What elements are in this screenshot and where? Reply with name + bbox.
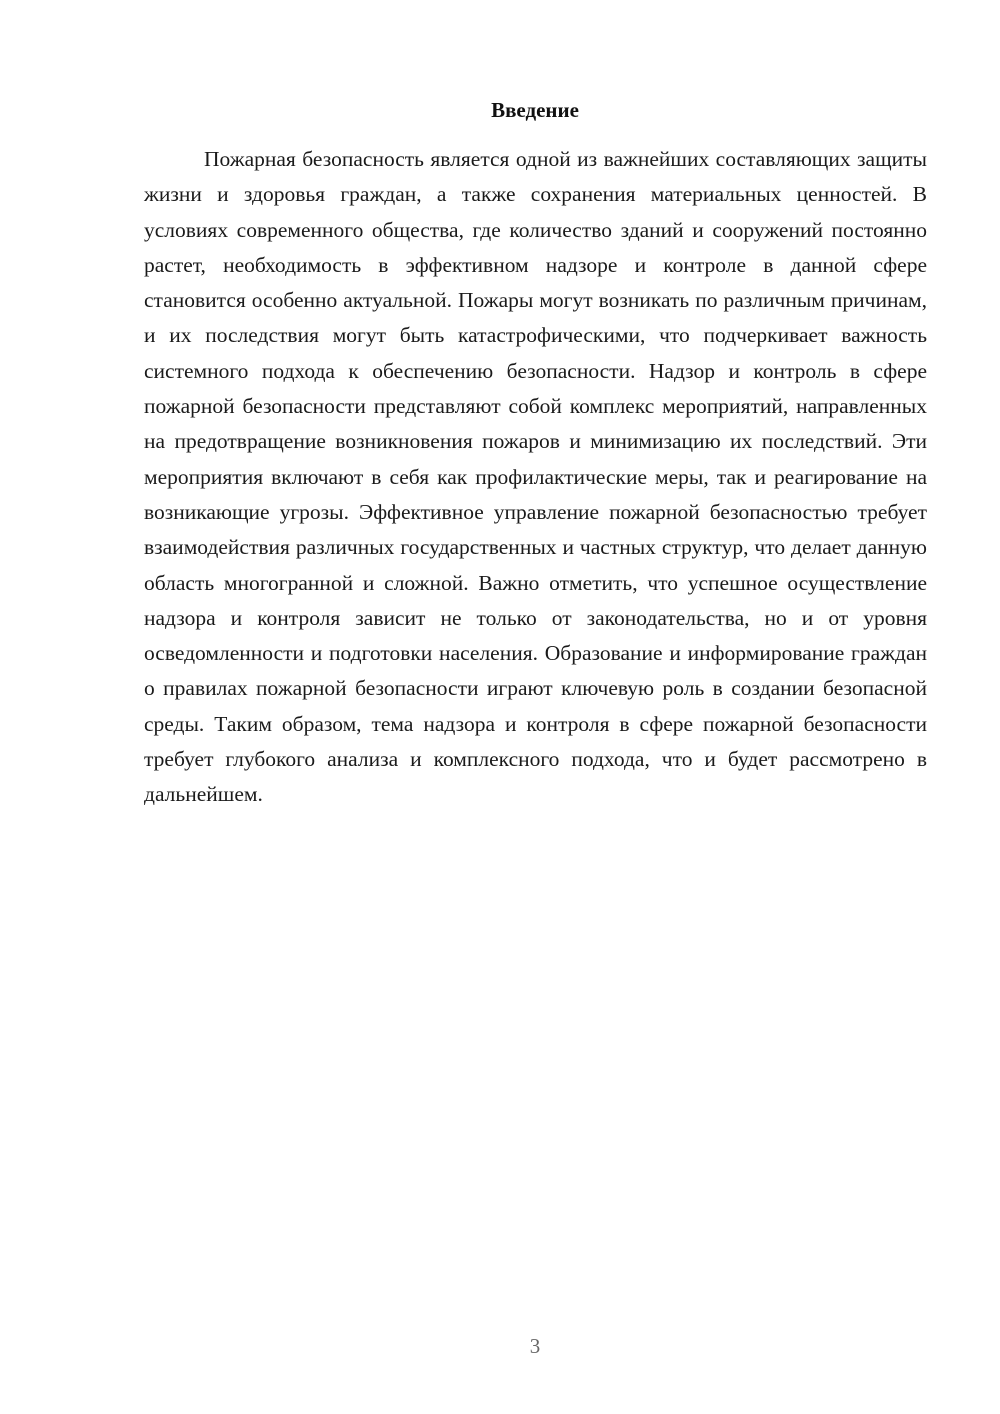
section-heading: Введение (491, 98, 579, 122)
page-number: 3 (529, 1334, 541, 1358)
body-paragraph: Пожарная безопасность является одной из важнейших составляющих защиты жизни и здоровья граждан, а также сохранения материальных ценностей. В условиях современного общества, где количество зданий и сооружений постоянно растет, необходимость в эффективном надзоре и контроле в данной сфере становится особенно актуальной. Пожары могут возникать по различным причинам, и их последствия могут быть катастрофическими, что подчеркивает важность системного подхода к обеспечению безопасности. Надзор и контроль в сфере пожарной безопасности представляют собой комплекс мероприятий, направленных на предотвращение возникновения пожаров и минимизацию их последствий. Эти мероприятия включают в себя как профилактические меры, так и реагирование на возникающие угрозы. Эффективное управление пожарной безопасностью требует взаимодействия различных государственных и частных структур, что делает данную область многогранной и сложной. Важно отметить, что успешное осуществление надзора и контроля зависит не только от законодательства, но и от уровня осведомленности и подготовки населения. Образование и информирование граждан о правилах пожарной безопасности играют ключевую роль в создании безопасной среды. Таким образом, тема надзора и контроля в сфере пожарной безопасности требует глубокого анализа и комплексного подхода, что и будет рассмотрено в дальнейшем. (144, 147, 927, 807)
